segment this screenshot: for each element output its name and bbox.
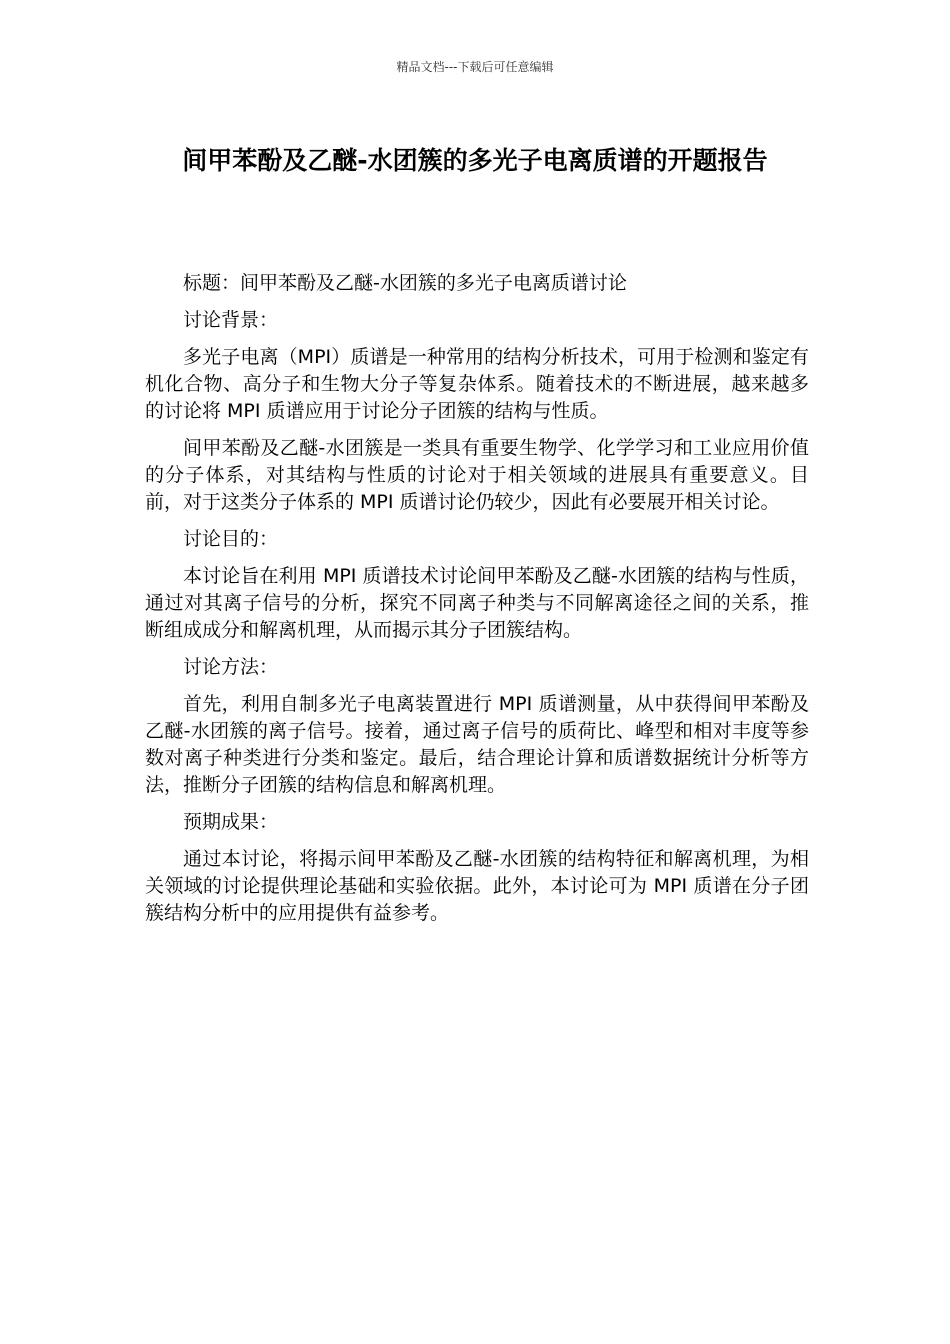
header-note: 精品文档---下载后可任意编辑: [396, 60, 554, 74]
paragraph-purpose: 本讨论旨在利用 MPI 质谱技术讨论间甲苯酚及乙醚-水团簇的结构与性质，通过对其离子信号的分析，探究不同离子种类与不同解离途径之间的关系，推断组成成分和解离机理，从而揭示其分子团簇结构。: [145, 565, 809, 641]
paragraph-background-2: 间甲苯酚及乙醚-水团簇是一类具有重要生物学、化学学习和工业应用价值的分子体系，对其结构与性质的讨论对于相关领域的进展具有重要意义。目前，对于这类分子体系的 MPI 质谱讨论仍较少，因此有必要展开相关讨论。: [145, 437, 809, 513]
paragraph-results: 通过本讨论，将揭示间甲苯酚及乙醚-水团簇的结构特征和解离机理，为相关领域的讨论提供理论基础和实验依据。此外，本讨论可为 MPI 质谱在分子团簇结构分析中的应用提供有益参考。: [145, 848, 809, 924]
section-heading-results: 预期成果：: [183, 811, 279, 833]
subject-line: 标题：间甲苯酚及乙醚-水团簇的多光子电离质谱讨论: [183, 272, 627, 294]
section-heading-purpose: 讨论目的：: [183, 528, 279, 550]
paragraph-method: 首先，利用自制多光子电离装置进行 MPI 质谱测量，从中获得间甲苯酚及乙醚-水团簇的离子信号。接着，通过离子信号的质荷比、峰型和相对丰度等参数对离子种类进行分类和鉴定。最后，结合理论计算和质谱数据统计分析等方法，推断分子团簇的结构信息和解离机理。: [145, 693, 809, 796]
document-title: 间甲苯酚及乙醚-水团簇的多光子电离质谱的开题报告: [182, 146, 768, 175]
paragraph-background-1: 多光子电离（MPI）质谱是一种常用的结构分析技术，可用于检测和鉴定有机化合物、高分子和生物大分子等复杂体系。随着技术的不断进展，越来越多的讨论将 MPI 质谱应用于讨论分子团簇的结构与性质。: [145, 346, 809, 422]
document-body: [145, 270, 809, 937]
section-heading-method: 讨论方法：: [183, 656, 279, 678]
section-heading-background: 讨论背景：: [183, 309, 279, 331]
